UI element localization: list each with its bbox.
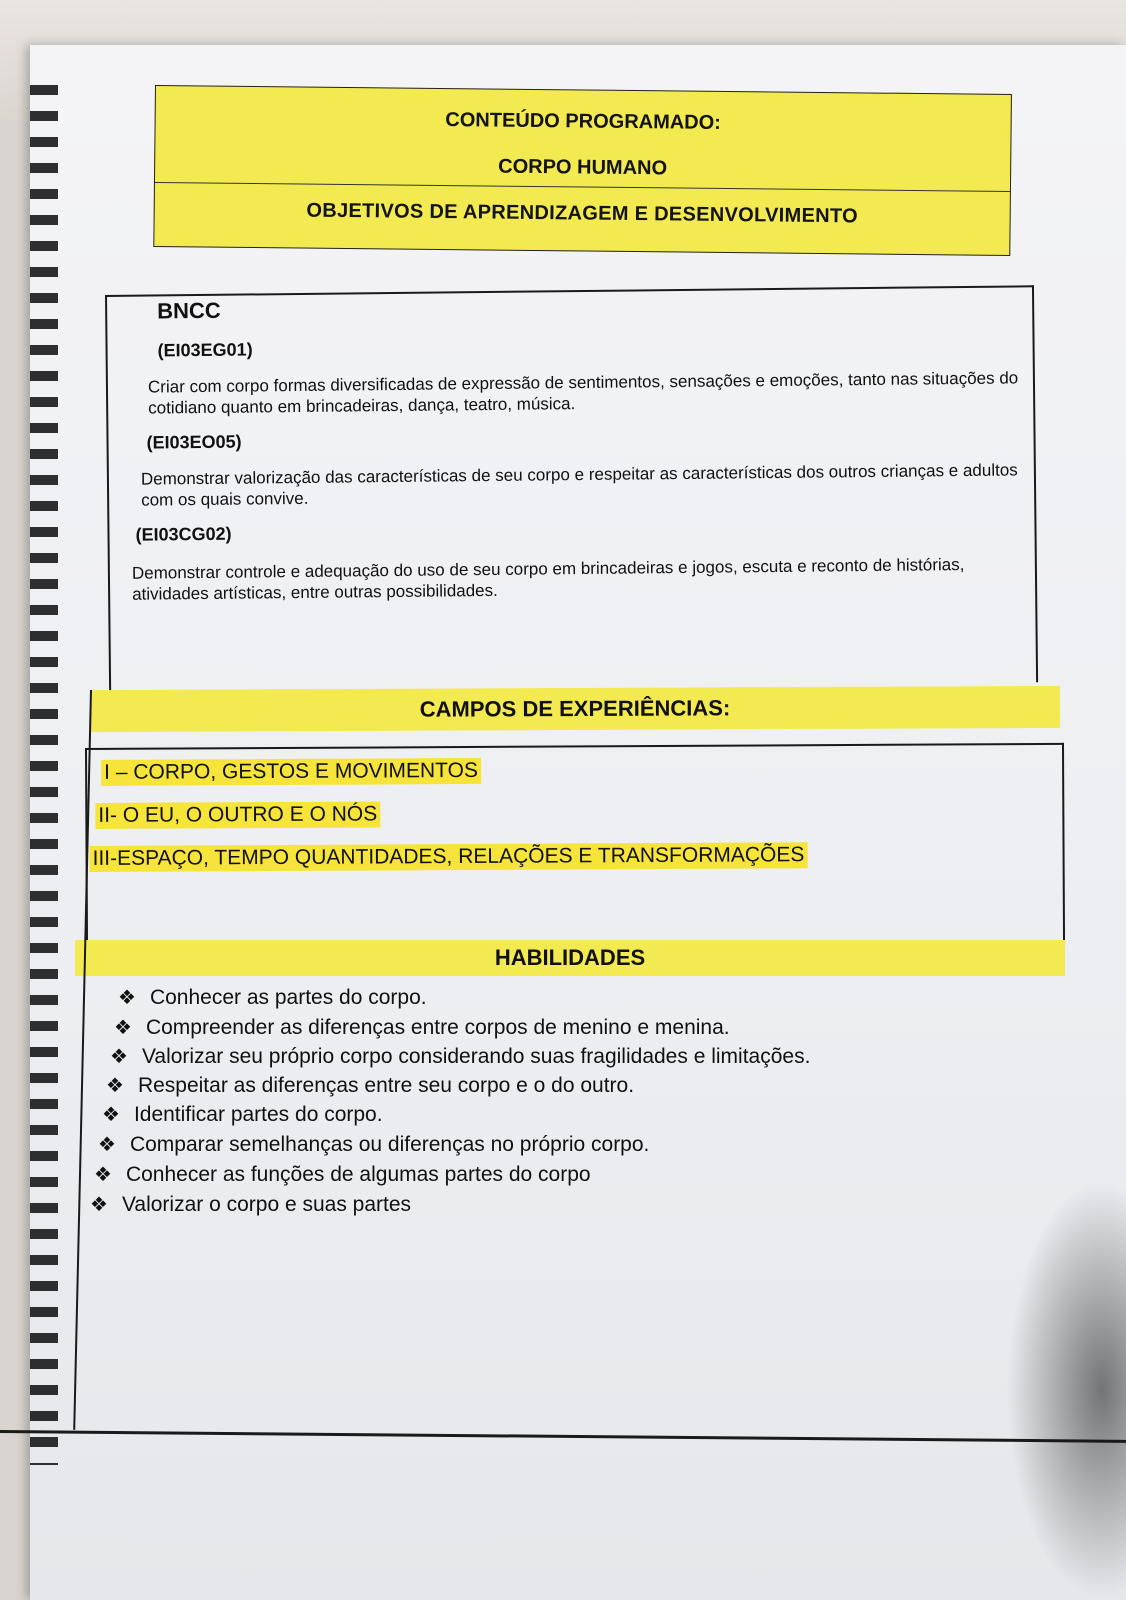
photo-shadow	[1006, 1180, 1126, 1600]
list-item-text: Conhecer as funções de algumas partes do corpo	[125, 1163, 591, 1186]
spiral-binding	[30, 85, 58, 1465]
bncc-text-2: Demonstrar valorização das características de seu corpo e respeitar as características dos outros crianças e adultos com os quais convive.	[140, 460, 1018, 510]
bncc-text-3: Demonstrar controle e adequação do uso de seu corpo em brincadeiras e jogos, escuta e reconto de histórias, atividades artísticas, entre outras possibilidades.	[131, 555, 965, 604]
header-topic: CORPO HUMANO	[498, 155, 668, 180]
list-item	[90, 1192, 411, 1217]
bullet-icon: ❖	[102, 1104, 120, 1126]
list-item-text: Respeitar as diferenças entre seu corpo e o do outro.	[137, 1074, 635, 1097]
bullet-icon: ❖	[98, 1134, 116, 1156]
bncc-box	[105, 285, 1038, 692]
header-box	[153, 85, 1012, 256]
bullet-icon: ❖	[114, 1017, 132, 1039]
bullet-icon: ❖	[94, 1164, 112, 1186]
list-item	[106, 1073, 634, 1098]
list-item-text: Identificar partes do corpo.	[133, 1103, 383, 1126]
list-item-text: Valorizar o corpo e suas partes	[121, 1193, 412, 1216]
bncc-title: BNCC	[157, 297, 221, 324]
bullet-icon: ❖	[90, 1194, 108, 1216]
campo-item-2: II- O EU, O OUTRO E O NÓS	[95, 801, 380, 828]
list-item	[98, 1132, 649, 1157]
bncc-text-1: Criar com corpo formas diversificadas de expressão de sentimentos, sensações e emoções, tanto nas situações do cotidiano quanto em brincadeiras, dança, teatro, música.	[147, 368, 1019, 418]
bullet-icon: ❖	[118, 987, 136, 1009]
campo-item-1: I – CORPO, GESTOS E MOVIMENTOS	[101, 758, 481, 786]
list-item	[114, 1015, 730, 1040]
list-item	[102, 1102, 383, 1127]
campos-box	[85, 743, 1065, 950]
list-item-text: Compreender as diferenças entre corpos de menino e menina.	[145, 1016, 730, 1039]
bncc-code-1: (EI03EG01)	[157, 339, 253, 361]
list-item	[110, 1044, 810, 1069]
header-divider	[155, 182, 1010, 192]
list-item-text: Conhecer as partes do corpo.	[149, 986, 427, 1009]
bncc-code-3: (EI03CG02)	[135, 523, 232, 545]
header-conteudo: CONTEÚDO PROGRAMADO:	[445, 109, 722, 134]
list-item-text: Valorizar seu próprio corpo considerando suas fragilidades e limitações.	[141, 1045, 811, 1068]
bncc-code-2: (EI03EO05)	[146, 431, 242, 453]
campo-item-3: III-ESPAÇO, TEMPO QUANTIDADES, RELAÇÕES E TRANSFORMAÇÕES	[90, 842, 808, 872]
habilidades-title: HABILIDADES	[75, 940, 1065, 976]
bullet-icon: ❖	[106, 1075, 124, 1097]
list-item	[94, 1162, 591, 1187]
list-item	[118, 985, 427, 1010]
bullet-icon: ❖	[110, 1046, 128, 1068]
campos-title: CAMPOS DE EXPERIÊNCIAS:	[90, 686, 1060, 732]
list-item-text: Comparar semelhanças ou diferenças no próprio corpo.	[129, 1133, 650, 1156]
header-objetivos: OBJETIVOS DE APRENDIZAGEM E DESENVOLVIMENTO	[306, 199, 859, 228]
